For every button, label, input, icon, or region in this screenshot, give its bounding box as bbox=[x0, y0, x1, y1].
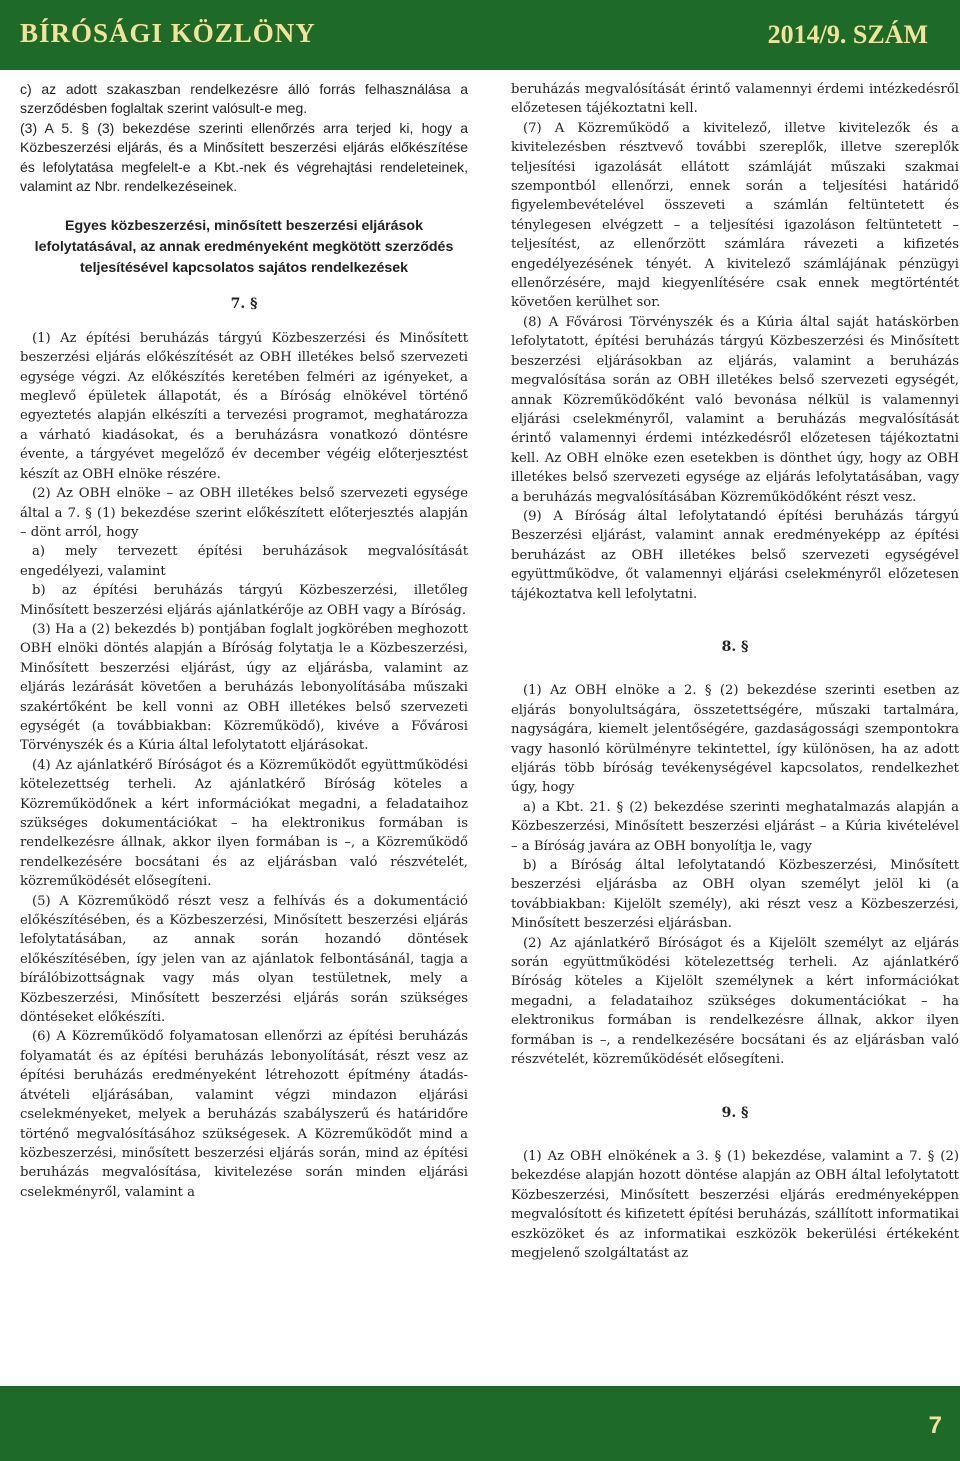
paragraph-8-1-b: b) a Bíróság által lefolytatandó Közbeszerzési, Minősített beszerzési eljárásba az OBH olyan személyt jelöl ki (a továbbiakban: Kijelölt személy), aki részt vesz a Közbeszerzési, Minősített beszerzési eljárásban. bbox=[511, 858, 959, 932]
paragraph-continuation: beruházás megvalósítását érintő valamennyi érdemi intézkedésről előzetesen tájékoztatni kell. bbox=[511, 82, 959, 117]
paragraph-7-4: (4) Az ajánlatkérő Bíróságot és a Közreműködőt együttműködési kötelezettség terheli. Az ajánlatkérő Bíróság köteles a Közreműködőnek a kért információkat megadni, a feladataihoz szükséges dokumentációkat – ha elektronikus formában is rendelkezésre állnak, akkor ilyen formában is –, a Közreműködő rendelkezésére bocsátani és az eljárásban való részvételét, közreműködését elősegíteni. bbox=[20, 757, 468, 890]
issue-number: 2014/9. SZÁM bbox=[767, 20, 928, 49]
journal-title: BÍRÓSÁGI KÖZLÖNY bbox=[20, 18, 316, 48]
page-number: 7 bbox=[928, 1412, 942, 1439]
section-number-9: 9. § bbox=[721, 1104, 749, 1121]
paragraph-8-1: (1) Az OBH elnöke a 2. § (2) bekezdése szerinti esetben az eljárás bonyolultságára, összetettségére, műszaki tartalmára, nagyságára, kiemelt jelentőségére, gazdaságossági szempontokra vagy hasonló körülményre tekintettel, így különösen, ha az adott eljárás több bíróság tevékenységével kapcsolatos, rendelkezhet úgy, hogy bbox=[511, 683, 959, 796]
paragraph-7-5: (5) A Közreműködő részt vesz a felhívás és a dokumentáció előkészítésében, és a Közbeszerzési, Minősített beszerzési eljárás lefolytatásában, az annak során hozandó döntések előkészítésében, így jelen van az ajánlatok felbontásánál, tagja a bírálóbizottságnak vagy más olyan testületnek, mely a Közbeszerzési, Minősített beszerzési eljárás során szükséges döntéseket előkészíti. bbox=[20, 893, 468, 1026]
paragraph-8-1-a: a) a Kbt. 21. § (2) bekezdése szerinti meghatalmazás alapján a Közbeszerzési, Minősített beszerzési eljárást – a Kúria kivételével – a Bíróság javára az OBH bonyolítja le, vagy bbox=[511, 799, 959, 854]
paragraph-7-3: (3) Ha a (2) bekezdés b) pontjában foglalt jogkörében meghozott OBH elnöki döntés alapján a Bíróság folytatja le a Közbeszerzési, Minősített beszerzési eljárást, úgy az eljárásba, valamint az eljárás lezárását követően a beruházás lebonyolításába műszaki szakértőként be kell vonni az OBH illetékes belső szervezeti egységét (a továbbiakban: Közreműködő), kivéve a Fővárosi Törvényszék és a Kúria által lefolytatott eljárásokat. bbox=[20, 621, 468, 754]
paragraph-8-2: (2) Az ajánlatkérő Bíróságot és a Kijelölt személyt az eljárás során együttműködési kötelezettség terheli. Az ajánlatkérő Bíróság köteles a Kijelölt személynek a kért információkat megadni, a feladataihoz szükséges dokumentációkat – ha elektronikus formában is rendelkezésre állnak, akkor ilyen formában is –, a rendelkezésére bocsátani és az eljárásban való részvételét, közreműködését elősegíteni. bbox=[511, 935, 959, 1068]
paragraph-7-2-a: a) mely tervezett építési beruházások megvalósítását engedélyezi, valamint bbox=[20, 544, 468, 579]
paragraph-7-2: (2) Az OBH elnöke – az OBH illetékes belső szervezeti egysége által a 7. § (1) bekezdése szerint előkészített előterjesztés alapján – dönt arról, hogy bbox=[20, 486, 468, 540]
paragraph-7-6: (6) A Közreműködő folyamatosan ellenőrzi az építési beruházás folyamatát és az építési beruházás lebonyolítását, részt vesz az építési beruházás eredményeként létrehozott építmény átadás-átvételi eljárásában, valamint végzi mindazon eljárási cselekményeket, melyek a beruházás szabályszerű és határidőre történő megvalósításához szükségesek. A Közreműködőt mind a közbeszerzési, minősített beszerzési eljárás során, mind az építési beruházás megvalósítása, kivitelezése során minden eljárási cselekményről, valamint a bbox=[20, 1029, 468, 1200]
left-column bbox=[20, 80, 468, 1202]
paragraph-9-1: (1) Az OBH elnökének a 3. § (1) bekezdése, valamint a 7. § (2) bekezdése alapján hozott döntése alapján az OBH által lefolytatott Közbeszerzési, Minősített beszerzési eljárás eredményeképpen megvalósított és kifizetett építési beruházás, szállított informatikai eszközöket és az informatikai eszközök bekerülési értékeként megjelenő szolgáltatást az bbox=[511, 1148, 959, 1261]
section-number-7: 7. § bbox=[230, 296, 258, 313]
section-heading: Egyes közbeszerzési, minősített beszerzési eljárások lefolytatásával, az annak eredményeként megkötött szerződés teljesítésével kapcsolatos sajátos rendelkezések bbox=[34, 218, 454, 277]
paragraph-7-7: (7) A Közreműködő a kivitelező, illetve kivitelezők és a kivitelezésben résztvevő további szereplők, illetve szereplők teljesítési igazolását ellátott számláját műszaki szakmai szempontból ellenőrzi, ennek során a teljesítési határidő figyelembevételével összeveti a számlán feltüntetett és ténylegesen elvégzett – a teljesítési igazoláson feltüntetett – teljesítést, az ellenőrzött számlára rávezeti a kifizetés engedélyezésének tényét. A kivitelező számlájának pénzügyi ellenőrzésére, majd kiegyenlítésére csak ennek megtörténtét követően kerülhet sor. bbox=[511, 120, 959, 311]
section-number-8: 8. § bbox=[721, 638, 749, 655]
paragraph-7-8: (8) A Fővárosi Törvényszék és a Kúria által saját hatáskörben lefolytatott, építési beruházás tárgyú Közbeszerzési és Minősített beszerzési eljárásokban az eljárás, valamint a beruházás megvalósítása során az OBH illetékes belső szervezeti egységét, annak Közreműködőként való bevonása nélkül is valamennyi eljárási cselekményről, valamint a beruházás megvalósítását érintő valamennyi érdemi intézkedésről előzetesen tájékoztatni kell. Az OBH elnöke ezen esetekben is dönthet úgy, hogy az OBH illetékes belső szervezeti egysége az eljárás lefolytatásában, vagy a beruházás megvalósításában Közreműködőként részt vesz. bbox=[511, 314, 959, 505]
paragraph-intro-2: (3) A 5. § (3) bekezdése szerinti ellenőrzés arra terjed ki, hogy a Közbeszerzési eljárás, és a Minősített beszerzési eljárás előkészítése és lefolytatása megfelelt-e a Kbt.-nek és végrehajtási rendeleteinek, valamint az Nbr. rendelkezéseinek. bbox=[20, 119, 468, 195]
paragraph-intro-1: c) az adott szakaszban rendelkezésre álló forrás felhasználása a szerződésben foglaltak szerint valósult-e meg. bbox=[20, 81, 468, 117]
page-footer bbox=[0, 1386, 960, 1461]
paragraph-7-2-b: b) az építési beruházás tárgyú Közbeszerzési, illetőleg Minősített beszerzési eljárás ajánlatkérője az OBH vagy a Bíróság. bbox=[20, 583, 468, 618]
page-header bbox=[0, 0, 960, 70]
paragraph-7-9: (9) A Bíróság által lefolytatandó építési beruházás tárgyú Beszerzési eljárást, valamint annak eredményeképp az építési beruházást az OBH illetékes belső szervezeti egységével együttműködve, őt valamennyi eljárási cselekményről előzetesen tájékoztatva kell lefolytatni. bbox=[511, 508, 959, 602]
paragraph-7-1: (1) Az építési beruházás tárgyú Közbeszerzési és Minősített beszerzési eljárás előkészítését az OBH illetékes belső szervezeti egysége végzi. Az előkészítés keretében felméri az igényeket, a meglevő épületek állapotát, és a Bíróság elnökével történő egyeztetés alapján elkészíti a tervezési programot, meghatározza a várható kiadásokat, és a beruházásra vonatkozó döntésre évente, a tárgyévet megelőző év december végéig előterjesztést készít az OBH elnöke részére. bbox=[20, 330, 468, 482]
right-column bbox=[511, 80, 959, 1263]
